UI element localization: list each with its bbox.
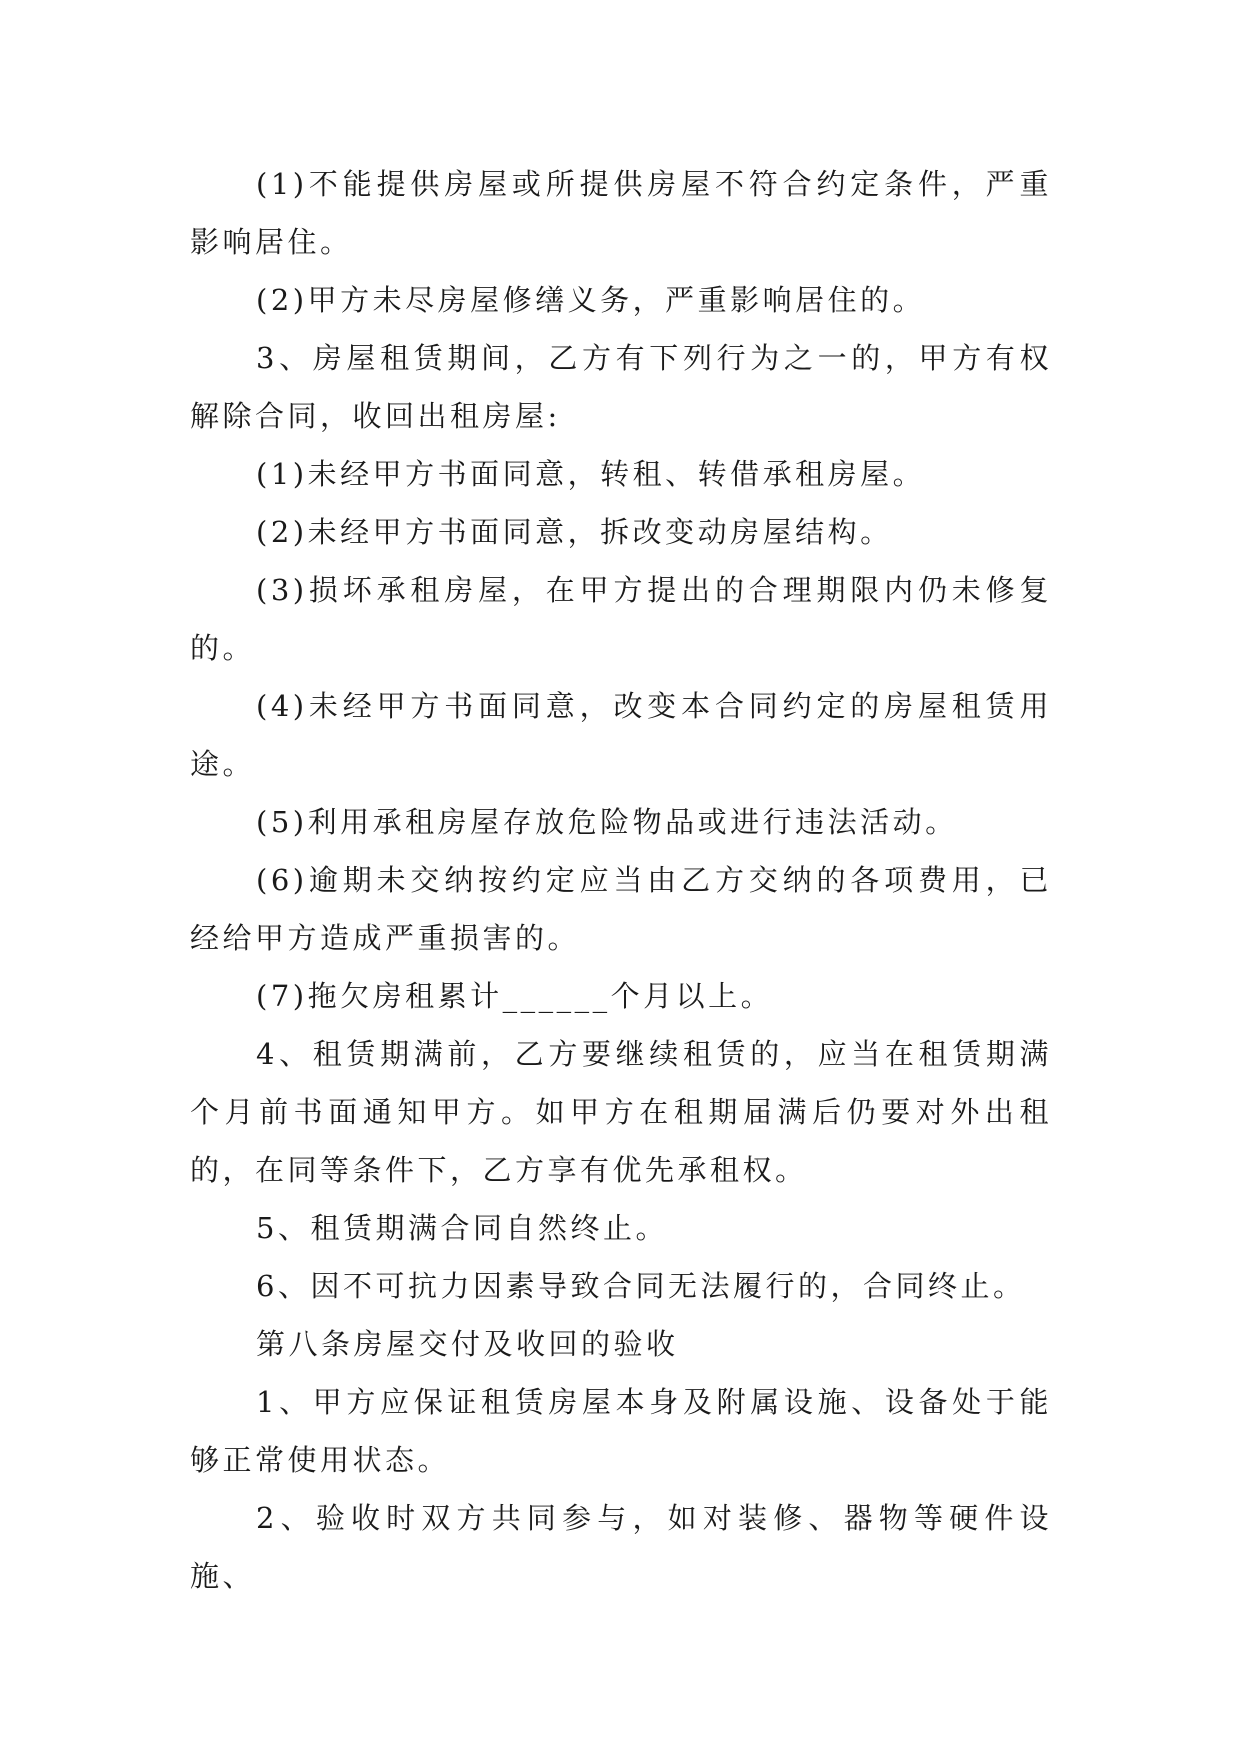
paragraph: (5)利用承租房屋存放危险物品或进行违法活动。 (256, 805, 958, 839)
paragraph: 3、房屋租赁期间，乙方有下列行为之一的，甲方有权解除合同，收回出租房屋: (190, 341, 1052, 433)
paragraph: (6)逾期未交纳按约定应当由乙方交纳的各项费用，已经给甲方造成严重损害的。 (190, 863, 1052, 955)
paragraph: (1)不能提供房屋或所提供房屋不符合约定条件，严重影响居住。 (190, 167, 1052, 259)
document-page (190, 155, 1052, 1605)
paragraph: 4、租赁期满前，乙方要继续租赁的，应当在租赁期满个月前书面通知甲方。如甲方在租期届满后仍要对外出租的，在同等条件下，乙方享有优先承租权。 (190, 1037, 1052, 1187)
paragraph: (2)甲方未尽房屋修缮义务，严重影响居住的。 (256, 283, 926, 317)
paragraph: (3)损坏承租房屋，在甲方提出的合理期限内仍未修复的。 (190, 573, 1052, 665)
paragraph: (7)拖欠房租累计______个月以上。 (256, 979, 774, 1013)
section-heading: 第八条房屋交付及收回的验收 (256, 1327, 679, 1361)
paragraph: (1)未经甲方书面同意，转租、转借承租房屋。 (256, 457, 926, 491)
paragraph: 1、甲方应保证租赁房屋本身及附属设施、设备处于能够正常使用状态。 (190, 1385, 1052, 1477)
paragraph: 6、因不可抗力因素导致合同无法履行的，合同终止。 (256, 1269, 1026, 1303)
paragraph: 2、验收时双方共同参与，如对装修、器物等硬件设施、 (190, 1501, 1052, 1593)
paragraph: 5、租赁期满合同自然终止。 (256, 1211, 668, 1245)
paragraph: (2)未经甲方书面同意，拆改变动房屋结构。 (256, 515, 893, 549)
paragraph: (4)未经甲方书面同意，改变本合同约定的房屋租赁用途。 (190, 689, 1052, 781)
